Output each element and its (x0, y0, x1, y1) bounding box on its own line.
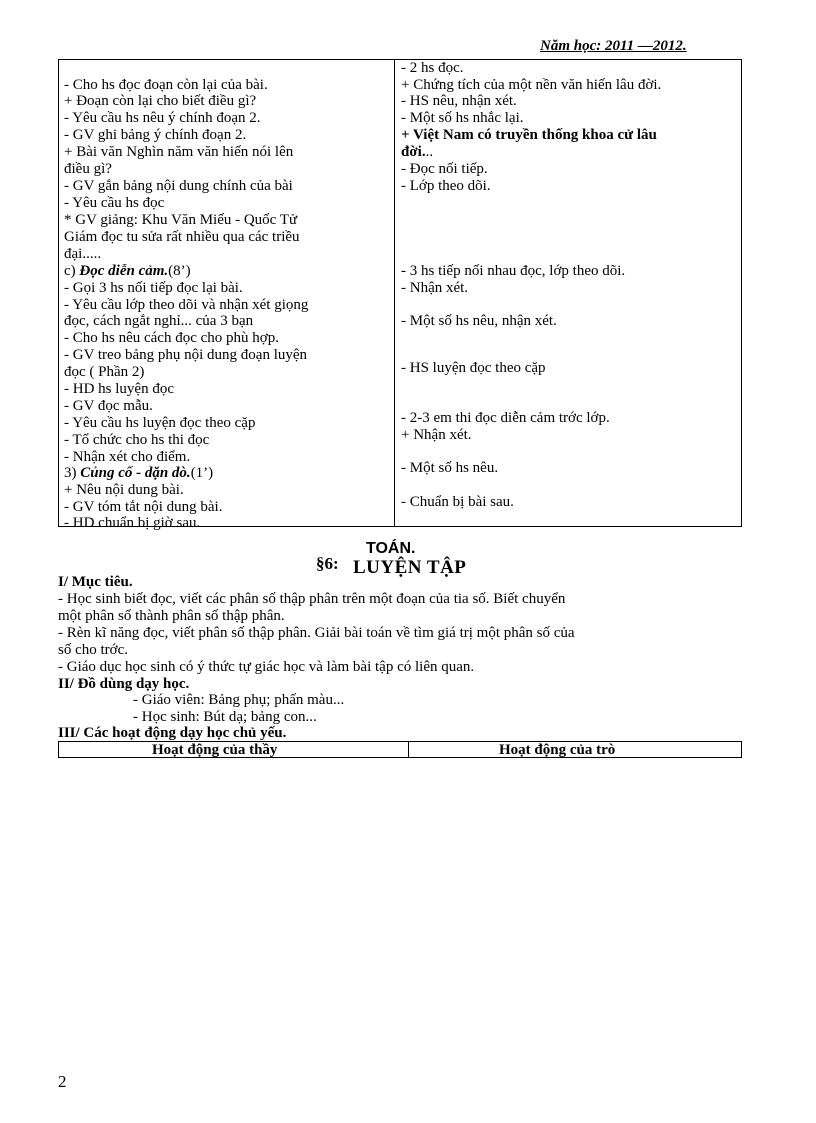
teacher-line: - Yêu cầu hs đọc (64, 195, 165, 211)
student-line: - 3 hs tiếp nối nhau đọc, lớp theo dõi. (401, 263, 626, 279)
student-line: - 2 hs đọc. (401, 60, 464, 76)
teacher-line: - Tổ chức cho hs thi đọc (64, 432, 210, 448)
student-line: - Đọc nối tiếp. (401, 161, 488, 177)
teacher-line: + Nêu nội dung bài. (64, 482, 184, 498)
trailing-dots: .. (425, 144, 434, 160)
student-line: - Chuẩn bị bài sau. (401, 494, 514, 510)
teacher-line: đọc, cách ngắt nghỉ... của 3 bạn (64, 313, 254, 329)
objective-line: số cho trớc. (58, 642, 128, 658)
section-label: c) (64, 263, 80, 279)
section-duration: (1’) (190, 465, 214, 481)
objective-line: - Học sinh biết đọc, viết các phân số thập phân trên một đoạn của tia số. Biết chuyển (58, 591, 566, 607)
student-line: - HS nêu, nhận xét. (401, 93, 517, 109)
teacher-line: - Cho hs nêu cách đọc cho phù hợp. (64, 330, 279, 346)
materials-heading: II/ Đồ dùng dạy học. (58, 676, 190, 692)
student-line: + Nhận xét. (401, 427, 472, 443)
teacher-line: đọc ( Phần 2) (64, 364, 145, 380)
teacher-line: đại..... (64, 246, 102, 262)
teacher-line: - GV gắn bảng nội dung chính của bài (64, 178, 293, 194)
school-year-header: Năm học: 2011 —2012. (540, 38, 687, 54)
objective-line: - Giáo dục học sinh có ý thức tự giác học và làm bài tập có liên quan. (58, 659, 475, 675)
page-number: 2 (58, 1072, 67, 1091)
column-divider (394, 60, 395, 526)
student-line: - Lớp theo dõi. (401, 178, 491, 194)
teacher-line: * GV giảng: Khu Văn Miếu - Quốc Tử (64, 212, 298, 228)
teacher-line: - HD hs luyện đọc (64, 381, 174, 397)
student-line: - Một số hs nêu. (401, 460, 499, 476)
student-line: + Chứng tích của một nền văn hiến lâu đời. (401, 77, 662, 93)
activities-heading: III/ Các hoạt động dạy học chủ yếu. (58, 725, 287, 741)
student-line: - 2-3 em thi đọc diễn cảm trớc lớp. (401, 410, 610, 426)
reading-section-heading (64, 263, 191, 279)
teacher-activity-header: Hoạt động của thầy (152, 742, 278, 758)
teacher-line: - GV treo bảng phụ nội dung đoạn luyện (64, 347, 308, 363)
objectives-heading: I/ Mục tiêu. (58, 574, 133, 590)
section-title: Củng cố - dặn dò. (80, 465, 191, 481)
teacher-line: - Yêu cầu hs nêu ý chính đoạn 2. (64, 110, 261, 126)
lesson-section-number: §6: (316, 554, 339, 573)
teacher-line: + Bài văn Nghìn năm văn hiến nói lên (64, 144, 294, 160)
material-line: - Học sinh: Bút dạ; bảng con... (133, 709, 317, 725)
teacher-line: - Yêu cầu hs luyện đọc theo cặp (64, 415, 256, 431)
objective-line: một phân số thành phân số thập phân. (58, 608, 285, 624)
teacher-line: Giám đọc tu sửa rất nhiều qua các triều (64, 229, 300, 245)
student-line (401, 144, 433, 160)
material-line: - Giáo viên: Bảng phụ; phấn màu... (133, 692, 345, 708)
student-line: - Một số hs nêu, nhận xét. (401, 313, 557, 329)
student-line: + Việt Nam có truyền thống khoa cử lâu (401, 127, 657, 143)
teacher-line: - Cho hs đọc đoạn còn lại của bài. (64, 77, 268, 93)
lesson-activity-table (58, 59, 742, 531)
student-line: - Nhận xét. (401, 280, 469, 296)
column-divider (408, 742, 409, 757)
lesson-title: LUYỆN TẬP (353, 557, 467, 578)
teacher-line: điều gì? (64, 161, 112, 177)
teacher-line: - Gọi 3 hs nối tiếp đọc lại bài. (64, 280, 243, 296)
objective-line: - Rèn kĩ năng đọc, viết phân số thập phân. Giải bài toán về tìm giá trị một phân số của (58, 625, 575, 641)
student-line: - HS luyện đọc theo cặp (401, 360, 546, 376)
teacher-line: + Đoạn còn lại cho biết điều gì? (64, 93, 257, 109)
section-label: 3) (64, 465, 81, 481)
section-duration: (8’) (168, 263, 191, 279)
teacher-line: - HD chuẩn bị giờ sau. (64, 515, 201, 531)
student-activity-header: Hoạt động của trò (499, 742, 616, 758)
consolidation-section-heading (64, 465, 213, 481)
teacher-line: - Yêu cầu lớp theo dõi và nhận xét giọng (64, 297, 309, 313)
teacher-line: - GV đọc mẫu. (64, 398, 153, 414)
bold-text: đời. (401, 144, 426, 160)
teacher-line: - Nhận xét cho điểm. (64, 449, 191, 465)
section-title: Đọc diễn cảm. (79, 263, 169, 279)
activities-table (58, 741, 742, 758)
teacher-line: - GV tóm tắt nội dung bài. (64, 499, 223, 515)
student-line: - Một số hs nhắc lại. (401, 110, 524, 126)
teacher-line: - GV ghi bảng ý chính đoạn 2. (64, 127, 247, 143)
lesson-subject: TOÁN. (366, 540, 416, 557)
